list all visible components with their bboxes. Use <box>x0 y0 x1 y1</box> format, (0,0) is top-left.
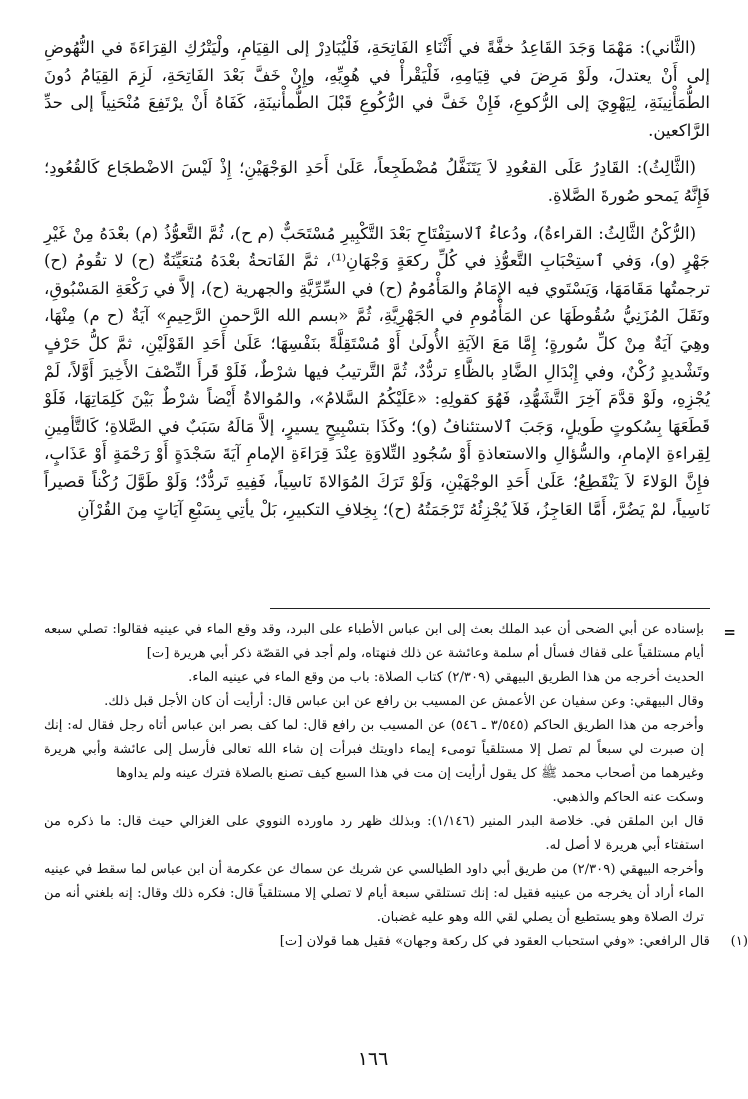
footnote-line: وأخرجه البيهقي (٢/٣٠٩) من طريق أبي داود الطيالسي عن شريك عن سماك عن عكرمة أن ابن عباس لما سقط في عينيه الماء أراد أن يخرجه من عينيه فقيل له: إنك تستلقي سبعة أيام لا تصلي إلا مستلقياً قال: فكره ذلك وقال: إنه بلغني أنه من ترك الصلاة وهو يستطيع أن يصلي لقي الله وهو عليه غضبان. <box>44 862 704 925</box>
footnote-line: بإسناده عن أبي الضحى أن عبد الملك بعث إلى ابن عباس الأطباء على البرد، وقد وقع الماء في عينيه فقالوا: تصلي سبعه أيام مستلقياً على قفاك فسأل أم سلمة وعائشة عن ذلك فنهتاه، ولم أجد في القصّة ذكر أبي هريرة [ت] <box>44 622 704 661</box>
footnote-line: وسكت عنه الحاكم والذهبي. <box>552 790 704 805</box>
footnote-line: وقال البيهقي: وعن سفيان عن الأعمش عن المسيب بن رافع عن ابن عباس قال: أرأيت أن كان الأجل قبل ذلك. <box>104 694 704 709</box>
paragraph-third: (الثَّالِثُ): القَادِرُ عَلَى القعُودِ لاَ يَتَنَفَّلُ مُضْطَجِعاً، عَلَىٰ أَحَدِ الوَجْهَيْنِ؛ إِذْ لَيْسَ الاضْطجَاع كَالقُعُودِ؛ فَإِنَّهُ يَمحو صُورةَ الصَّلاةِ. <box>44 158 710 205</box>
continuation-marker: = <box>723 623 736 641</box>
footnote-separator <box>270 608 710 609</box>
footnote-continuation <box>44 618 736 930</box>
footnote-text: قال الرافعي: «وفي استحباب العقود في كل ركعة وجهان» فقيل هما قولان [ت] <box>279 934 710 949</box>
footnote-1 <box>44 930 748 954</box>
footnotes <box>44 618 748 954</box>
paragraph-third-pillar: (الرُّكْنُ الثَّالِثُ: القراءةُ)، ودُعاءُ ٱلاستِفْتَاحِ بَعْدَ التَّكْبِيرِ مُسْتَحَبٌّ (م ح)، ثُمَّ التَّعوُّذُ (م) بعْدَهُ مِنْ غَيْرِ جَهْرٍ (و)، وَفي ٱستِحْبَابِ التَّعوُّذِ في كُلِّ ركعَةٍ وَجْهَانِ⁽¹⁾، ثمَّ الفَاتحةُ بعْدَهُ مُتعَيِّنَةٌ (ح) لا تقُومُ (ح) ترجمتُها مَقَامَهَا، وَيَسْتَوي فيه الإِمَامُ والمَأْمُومُ (ح) في السِّرِّيَّةِ والجهرية (ح)، إلاَّ في رَكْعَةِ المَسْبُوقِ، ونَقَلَ المُزَنِيُّ سُقُوطَهَا عن المَأْمُومِ في الجَهْرِيَّةِ، ثُمَّ «بسم الله الرَّحمنِ الرَّحِيمِ» آيَةٌ (ح م) مِنْهَا، وهِيَ آيَةٌ مِنْ كلِّ سُورةٍ؛ إِمَّا مَعَ الآيَةِ الأُولَىٰ أَوْ مُسْتَقِلَّةً بنَفْسِهَا؛ عَلَىٰ أَحَدِ القَوْلَيْنِ، ثمَّ كلُّ حَرْفٍ وتَشْديدٍ رُكْنٌ، وفي إِبْدَالِ الضَّادِ بالظَّاءِ تردُّدٌ، ثُمَّ التَّرتيبُ فيها شرْطٌ، فَلَوْ قَرأَ النِّصْفَ الأَخِيرَ أَوَّلاً، لَمْ يُجْزِهِ، ولَوْ قدَّمَ آخِرَ التَّشَهُّدِ، فَهُوَ كقولِهِ: «عَلَيْكُمُ السَّلامُ»، والمُوالاةُ أَيْضاً شرْطٌ بَيْنَ كَلِمَاتِهَا، فَلَوْ قَطَعَهَا بِسُكوتٍ طَويلٍ، وَجَبَ ٱلاستئنافُ (و)؛ وكَذَا بتسْبِيحٍ يسيرٍ، إلاَّ مَالَهُ سَبَبٌ في الصَّلاةِ؛ كَالتَّأمِينِ لِقِراءةِ الإمامِ، والسُّؤالِ والاستعاذةِ أَوْ سُجُودِ التِّلاوَةِ عِنْدَ قِرَاءَةِ الإمامِ آيَةَ سَجْدَةٍ أَوْ رَحْمَةٍ أَوْ عَذَابٍ، فإِنَّ الوَلاءَ لاَ يَنْقَطِعُ؛ عَلَىٰ أَحَدِ الوجْهَيْنِ، وَلَوْ تَرَكَ المُوَالاةَ نَاسِياً، فَفِيهِ تَردُّدٌ؛ وَلَوْ طَوَّلَ رُكْناً قصيراً نَاسِياً، لمْ يَضُرَّ، أَمَّا العَاجِزُ، فَلاَ يُجْزِئُهُ تَرْجَمَتُهُ (ح)؛ بِخِلافِ التكبيرِ، بَلْ يأتِي بِسَبْعِ آيَاتٍ مِنَ القُرْآنِ <box>44 223 710 519</box>
main-text <box>44 34 710 523</box>
footnote-number: (١) <box>730 934 748 949</box>
footnote-line: الحديث أخرجه من هذا الطريق البيهقي (٢/٣٠٩) كتاب الصلاة: باب من وقع الماء في عينيه الماء. <box>188 670 704 685</box>
footnote-line: قال ابن الملقن في. خلاصة البدر المنير (١/١٤٦): وبذلك ظهر رد ماورده النووي على الغزالي حيث قال: ما ذكره من استفتاء أبي هريرة لا أصل له. <box>44 814 705 853</box>
page-number: ١٦٦ <box>357 1048 389 1070</box>
footnote-line: وأخرجه من هذا الطريق الحاكم (٣/٥٤٥ ـ ٥٤٦) عن المسيب بن رافع قال: لما كف بصر ابن عباس أتاه رجل فقال له: إنك إن صبرت لي سبعاً لم تصل إلا مستلقياً تومىء إيماء داويتك فبرأت إن شاء الله تعالى فأرسل إلى عائشة وأبي هريرة وغيرهما من أصحاب محمد ﷺ كل يقول أرأيت إن مت في هذا السبع كيف تصنع بالصلاة فترك عينه ولم يداوها <box>44 718 704 781</box>
paragraph-second: (الثَّاني): مَهْمَا وَجَدَ القَاعِدُ خفَّةً في أَثْنَاءِ الفَاتِحَةِ، فَلْيُبَادِرْ إلى القِيَامِ، ولْيَتْرُكِ القِرَاءَةَ في النُّهُوضِ إلى أَنْ يعتدلَ، ولَوْ مَرِضَ في قِيَامِهِ، فَلْيَقْرأْ في هُوِيِّهِ، وإِنْ خَفَّ بَعْدَ الفَاتِحَةِ، لَزِمَ القِيَامُ دُونَ الطُّمَأْنِينَةِ، لِيَهْوِيَ إلى الرُّكوعِ، فَإِنْ خَفَّ في الرُّكُوعِ قَبْلَ الطُّمأْنينَةِ، كَفَاهُ أَنْ يرْتَفِعَ مُنْحَنِياً إلى حدِّ الرَّاكعين. <box>44 38 710 140</box>
